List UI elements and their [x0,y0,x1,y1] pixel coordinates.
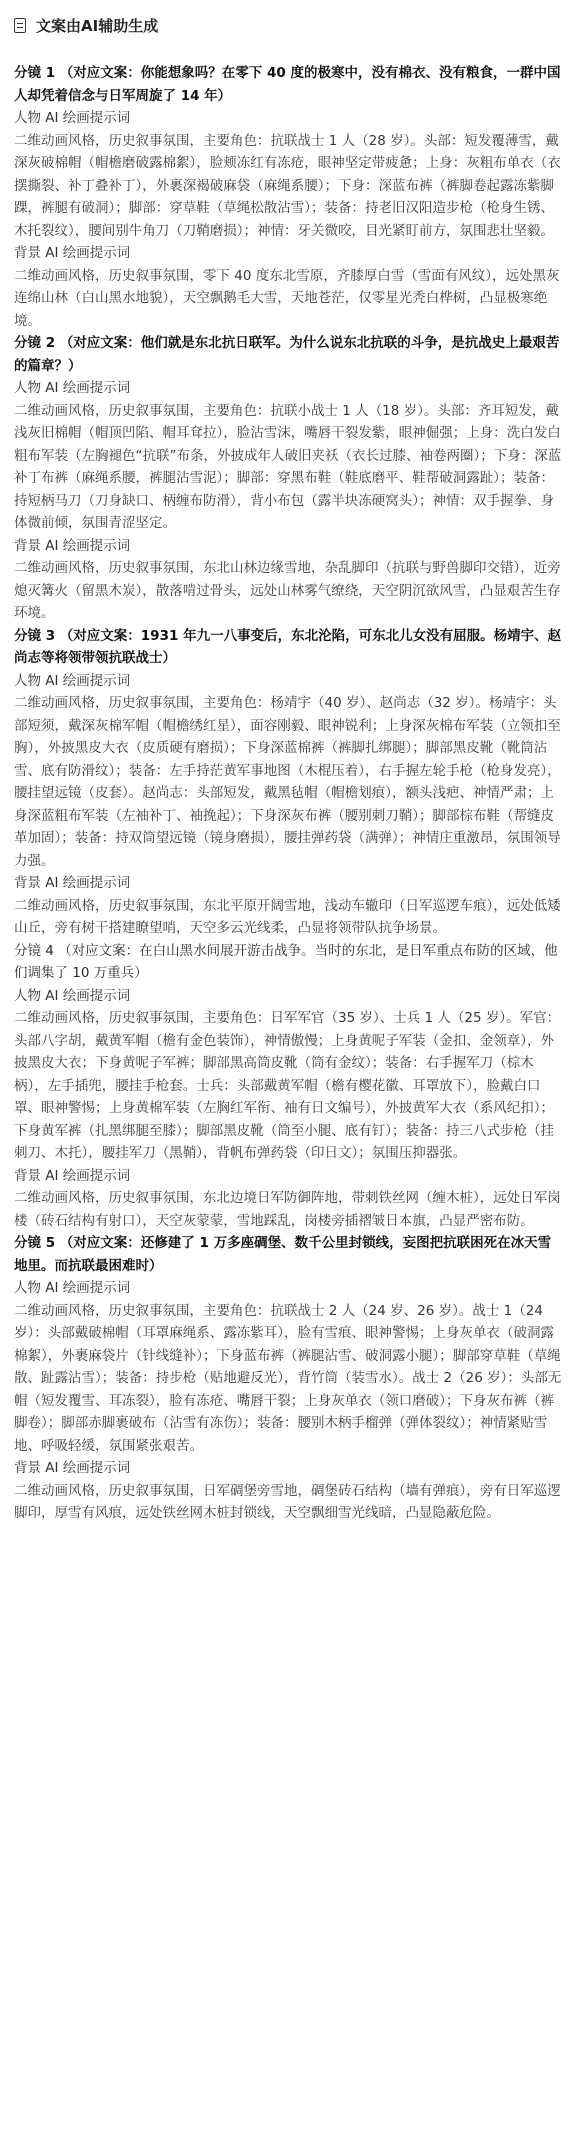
section-title: 分镜 4 （对应文案：在白山黑水间展开游击战争。当时的东北，是日军重点布防的区域，他们调集了 10 万重兵） [14,942,558,981]
character-prompt-label: 人物 AI 绘画提示词 [14,380,131,396]
background-prompt-text: 二维动画风格，历史叙事氛围，东北平原开阔雪地，浅动车辙印（日军巡逻车痕），远处低矮山丘，旁有树干搭建瞭望哨，天空多云光线柔，凸显将领带队抗争场景。 [14,897,561,936]
storyboard-section-2 [14,332,563,625]
character-prompt-label: 人物 AI 绘画提示词 [14,987,131,1004]
character-prompt-text: 二维动画风格，历史叙事氛围，主要角色：抗联战士 1 人（28 岁）。头部：短发覆薄雪，戴深灰破棉帽（帽檐磨破露棉絮），脸颊冻红有冻疮，眼神坚定带疲惫；上身：灰粗布单衣（衣摆撕裂、补丁叠补丁），外裹深褐破麻袋（麻绳系腰）；下身：深蓝布裤（裤脚卷起露冻紫脚踝，裤腿有破洞）；脚部：穿草鞋（草绳松散沾雪）；装备：持老旧汉阳造步枪（枪身生锈、木托裂纹），腰间别牛角刀（刀鞘磨损）；神情：牙关微咬，目光紧盯前方，氛围悲壮坚毅。 [14,132,561,239]
storyboard-section-5 [14,1232,563,1525]
storyboard-section-1 [14,62,563,332]
character-prompt-label: 人物 AI 绘画提示词 [14,1280,131,1296]
character-prompt-text: 二维动画风格，历史叙事氛围，主要角色：抗联小战士 1 人（18 岁）。头部：齐耳短发，戴浅灰旧棉帽（帽顶凹陷、帽耳耷拉），脸沾雪沫，嘴唇干裂发紫，眼神倔强；上身：洗白发白粗布军装（左胸褪色“抗联”布条，外披成年人破旧夹袄（衣长过膝、袖卷两圈）；下身：深蓝补丁布裤（麻绳系腰，裤腿沾雪泥）；脚部：穿黑布鞋（鞋底磨平、鞋帮破洞露趾）；装备：持短柄马刀（刀身缺口、柄缠布防滑），背小布包（露半块冻硬窝头）；神情：双手握拳、身体微前倾，氛围青涩坚定。 [14,402,562,531]
character-prompt-text: 二维动画风格，历史叙事氛围，主要角色：日军军官（35 岁）、士兵 1 人（25 岁）。军官：头部八字胡，戴黄军帽（檐有金色装饰），神情傲慢；上身黄呢子军装（金扣、金领章），外披黑皮大衣；下身黄呢子军裤；脚部黑高筒皮靴（筒有金纹）；装备：右手握军刀（棕木柄），左手插兜，腰挂手枪套。士兵：头部戴黄军帽（檐有樱花徽、耳罩放下），脸戴白口罩、眼神警惕；上身黄棉军装（左胸红军衔、袖有日文编号），外披黄军大衣（系风纪扣）；下身黄军裤（扎黑绑腿至膝）；脚部黑皮靴（筒至小腿、底有钉）；装备：持三八式步枪（挂刺刀、木托），腰挂军刀（黑鞘），背帆布弹药袋（印日文）；氛围压抑器张。 [14,1010,561,1161]
character-prompt-label: 人物 AI 绘画提示词 [14,672,131,689]
section-title: 分镜 3 （对应文案：1931 年九一八事变后，东北沦陷，可东北儿女没有屈服。杨靖宇、赵尚志等将领带领抗联战士） [14,627,562,666]
background-prompt-label: 背景 AI 绘画提示词 [14,245,131,261]
background-prompt-label: 背景 AI 绘画提示词 [14,1167,131,1184]
background-prompt-label: 背景 AI 绘画提示词 [14,537,131,554]
section-title: 分镜 1 （对应文案：你能想象吗？在零下 40 度的极寒中，没有棉衣、没有粮食，一群中国人却凭着信念与日军周旋了 14 年） [14,65,561,104]
background-prompt-text: 二维动画风格，历史叙事氛围，东北边境日军防御阵地，带刺铁丝网（缠木桩），远处日军岗楼（砖石结构有射口），天空灰蒙蒙，雪地踩乱，岗楼旁插褶皱日本旗，凸显严密布防。 [14,1190,561,1229]
background-prompt-text: 二维动画风格，历史叙事氛围，日军碉堡旁雪地，碉堡砖石结构（墙有弹痕），旁有日军巡逻脚印，厚雪有风痕，远处铁丝网木桩封锁线，天空飘细雪光线暗，凸显隐蔽危险。 [14,1482,561,1521]
header [0,0,577,50]
character-prompt-text: 二维动画风格，历史叙事氛围，主要角色：杨靖宇（40 岁）、赵尚志（32 岁）。杨靖宇：头部短须，戴深灰棉军帽（帽檐绣红星），面容刚毅、眼神锐利；上身深灰棉布军装（立领扣至胸），外披黑皮大衣（皮质硬有磨损）；下身深蓝棉裤（裤脚扎绑腿）；脚部黑皮靴（靴筒沾雪、底有防滑纹）；装备：左手持茫黄军事地图（木棍压着），右手握左轮手枪（枪身发亮），腰挂望远镜（皮套）。赵尚志：头部短发，戴黑毡帽（帽檐划痕），额头浅疤、神情严肃；上身深蓝粗布军装（左袖补丁、袖挽起）；下身深灰布裤（腰别刺刀鞘）；脚部棕布鞋（帮缝皮革加固）；装备：持双筒望远镜（镜身磨损），腰挂弹药袋（满弹）；神情庄重激昂，氛围领导力强。 [14,695,561,869]
background-prompt-label: 背景 AI 绘画提示词 [14,875,131,891]
storyboard-section-3 [14,625,563,940]
document-content [0,50,577,1525]
character-prompt-label: 人物 AI 绘画提示词 [14,110,131,126]
background-prompt-label: 背景 AI 绘画提示词 [14,1460,131,1476]
header-title: 文案由AI辅助生成 [36,16,159,35]
background-prompt-text: 二维动画风格，历史叙事氛围，零下 40 度东北雪原，齐膝厚白雪（雪面有风纹），远处黑灰连绵山林（白山黑水地貌），天空飘鹅毛大雪，天地苍茫，仅零星光秃白桦树，凸显极寒绝境。 [14,267,560,329]
character-prompt-text: 二维动画风格，历史叙事氛围，主要角色：抗联战士 2 人（24 岁、26 岁）。战士 1（24 岁）：头部戴破棉帽（耳罩麻绳系、露冻紫耳），脸有雪痕、眼神警惕；上身灰单衣（破洞露棉絮），外裹麻袋片（针线缝补）；下身蓝布裤（裤腿沾雪、破洞露小腿）；脚部穿草鞋（草绳散、趾露沾雪）；装备：持步枪（贴地避反光），背竹筒（装雪水）。战士 2（26 岁）：头部无帽（短发覆雪、耳冻裂），脸有冻疮、嘴唇干裂；上身灰单衣（领口磨破）；下身灰布裤（裤脚卷）；脚部赤脚裹破布（沾雪有冻伤）；装备：腰别木柄手榴弹（弹体裂纹）；神情紧贴雪地、呼吸轻缓，氛围紧张艰苦。 [14,1302,562,1454]
background-prompt-text: 二维动画风格，历史叙事氛围，东北山林边缘雪地，杂乱脚印（抗联与野兽脚印交错），近旁熄灭篝火（留黑木炭），散落啃过骨头，远处山林雾气缭绕，天空阴沉欲风雪，凸显艰苦生存环境。 [14,560,561,621]
document-icon [14,18,26,33]
section-title: 分镜 5 （对应文案：还修建了 1 万多座碉堡、数千公里封锁线，妄图把抗联困死在冰天雪地里。而抗联最困难时） [14,1235,552,1274]
section-title: 分镜 2 （对应文案：他们就是东北抗日联军。为什么说东北抗联的斗争，是抗战史上最艰苦的篇章？） [14,335,560,374]
storyboard-section-4 [14,940,563,1233]
